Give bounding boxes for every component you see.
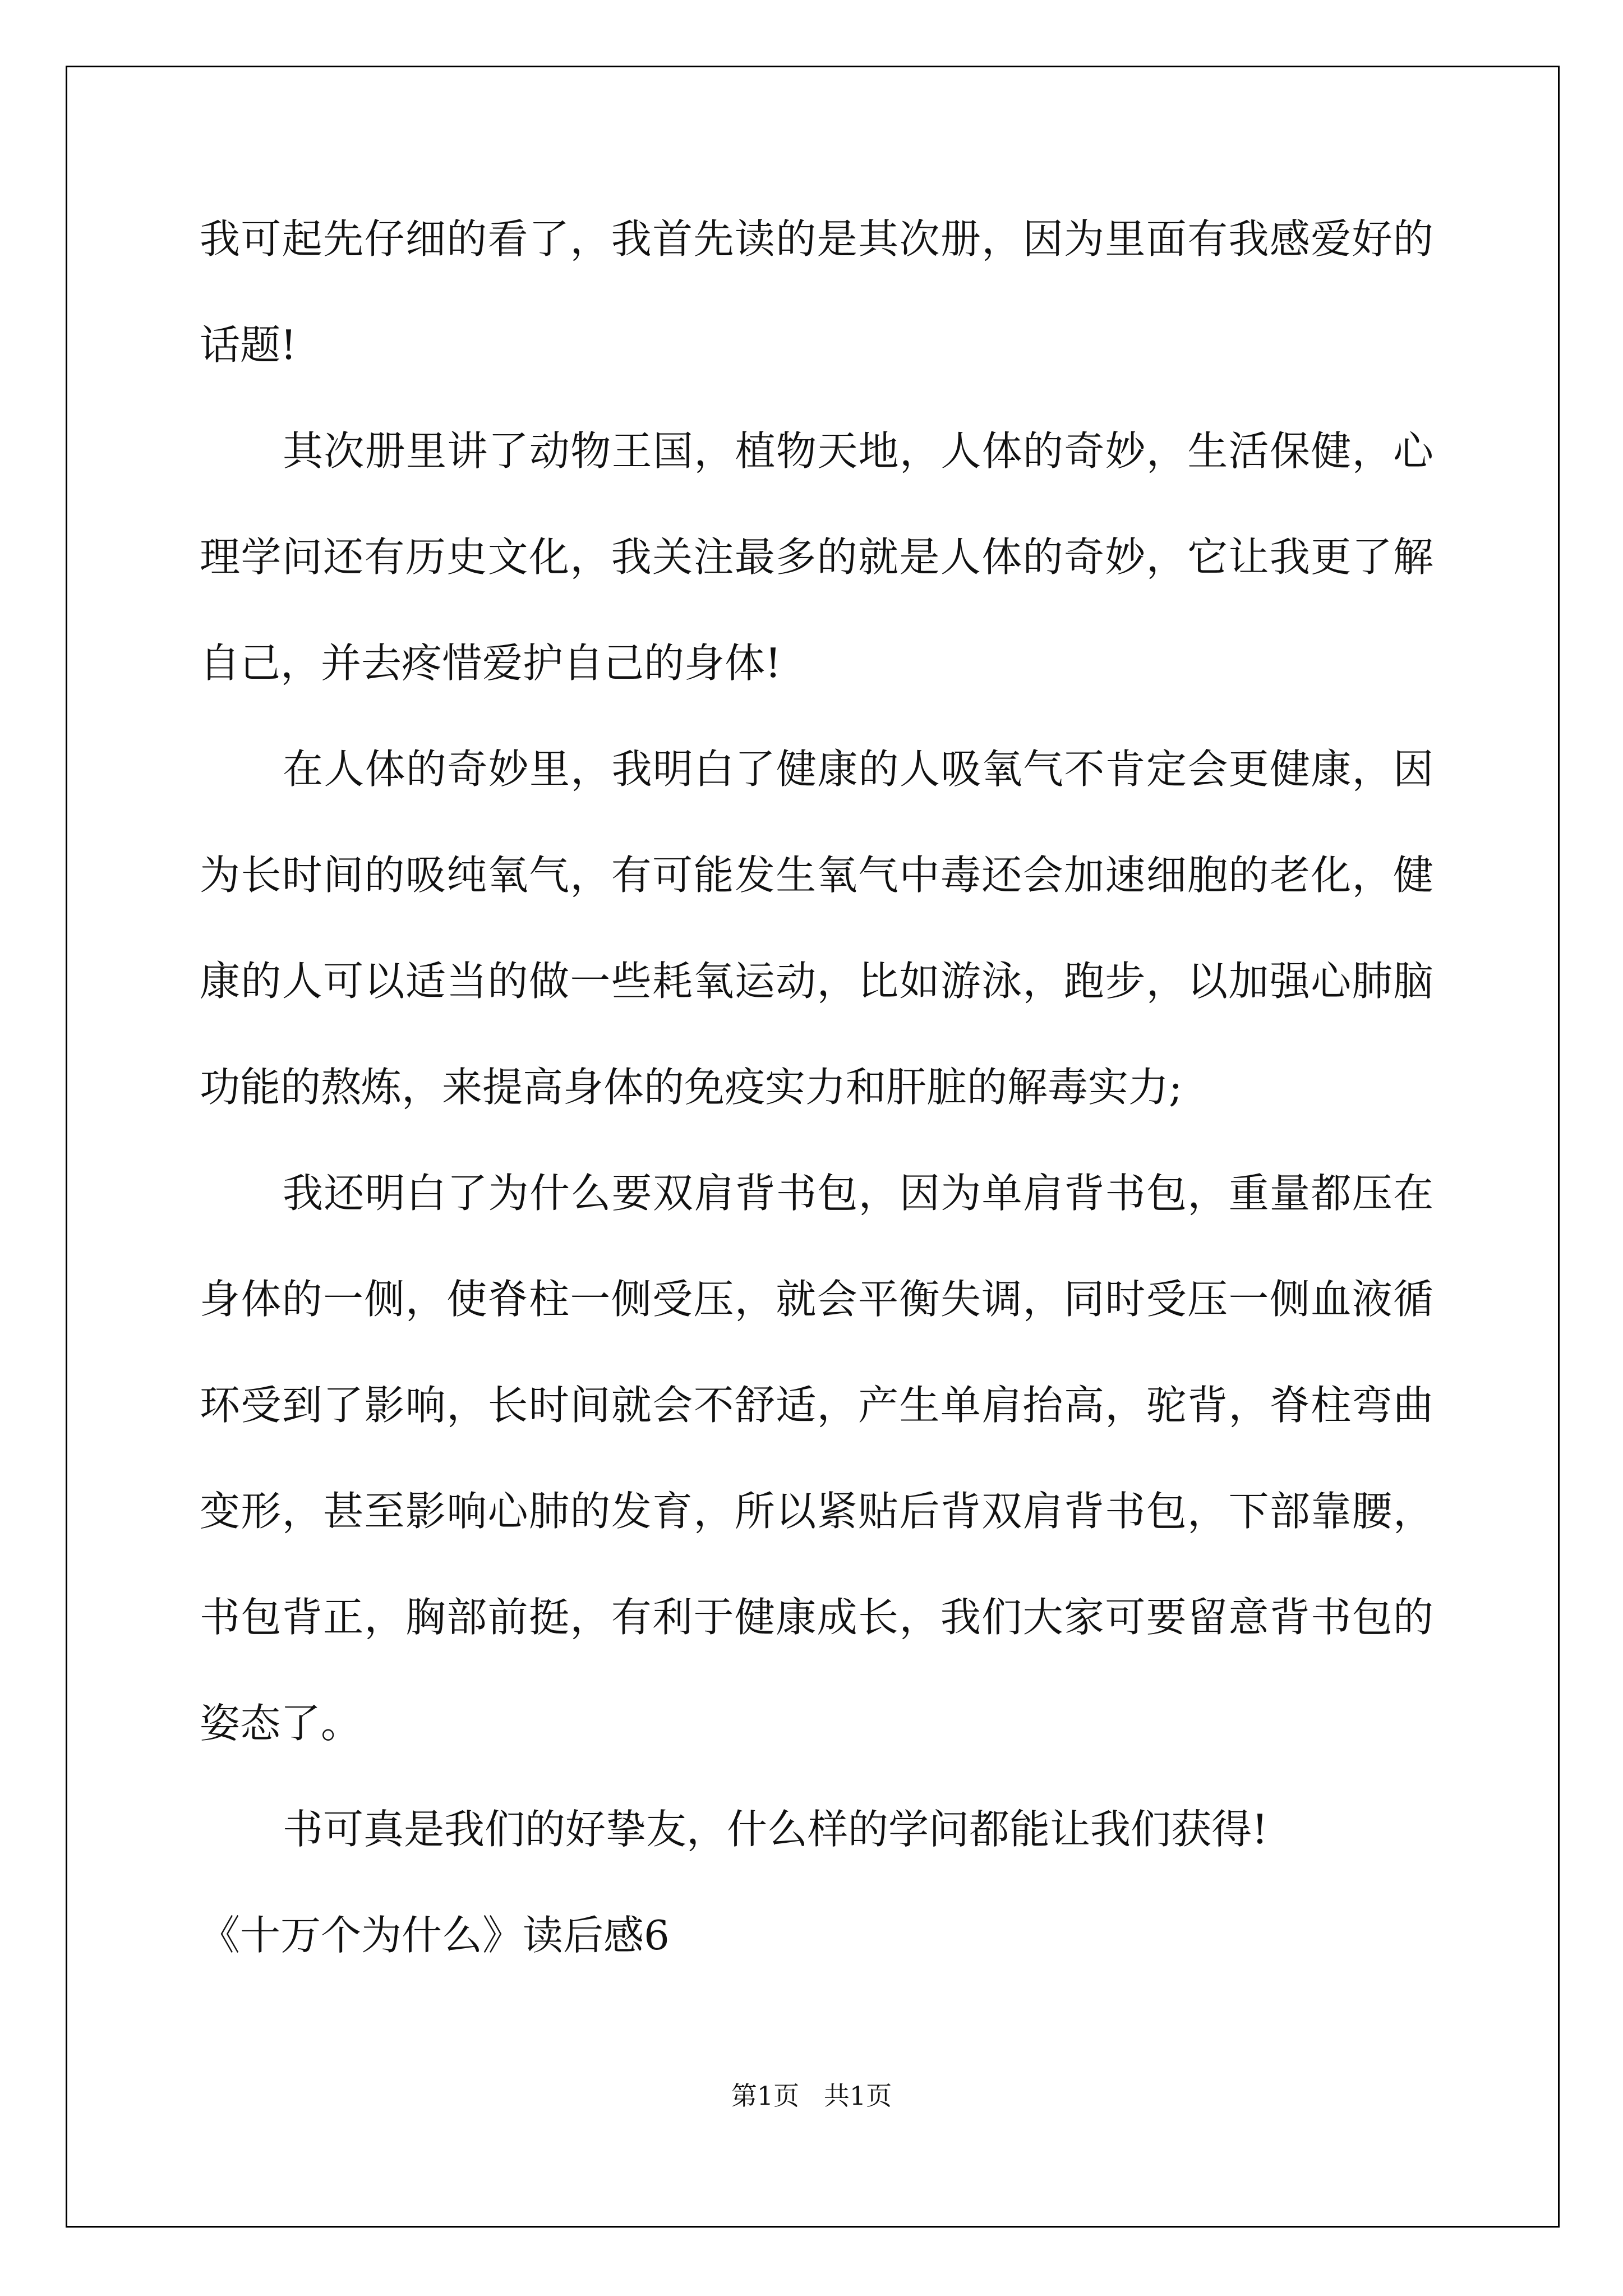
document-body [200, 186, 1433, 1989]
paragraph-2: 其次册里讲了动物王国，植物天地，人体的奇妙，生活保健，心理学问还有历史文化，我关注最多的就是人体的奇妙，它让我更了解自己，并去疼惜爱护自己的身体! [200, 427, 1433, 687]
paragraph-3: 在人体的奇妙里，我明白了健康的人吸氧气不肯定会更健康，因为长时间的吸纯氧气，有可能发生氧气中毒还会加速细胞的老化，健康的人可以适当的做一些耗氧运动，比如游泳，跑步，以加强心肺脑功能的熬炼，来提高身体的免疫实力和肝脏的解毒实力; [200, 746, 1433, 1111]
paragraph-4: 我还明白了为什么要双肩背书包，因为单肩背书包，重量都压在身体的一侧，使脊柱一侧受压，就会平衡失调，同时受压一侧血液循环受到了影响，长时间就会不舒适，产生单肩抬高，驼背，脊柱弯曲变形，甚至影响心肺的发育，所以紧贴后背双肩背书包，下部靠腰，书包背正，胸部前挺，有利于健康成长，我们大家可要留意背书包的姿态了。 [200, 1170, 1433, 1747]
paragraph-5: 书可真是我们的好挚友，什么样的学问都能让我们获得! [283, 1806, 1268, 1853]
paragraph-1: 我可起先仔细的看了，我首先读的是其次册，因为里面有我感爱好的话题! [200, 215, 1433, 369]
page-footer: 第1页 共1页 [731, 2081, 892, 2111]
section-title: 《十万个为什么》读后感6 [200, 1912, 670, 1959]
